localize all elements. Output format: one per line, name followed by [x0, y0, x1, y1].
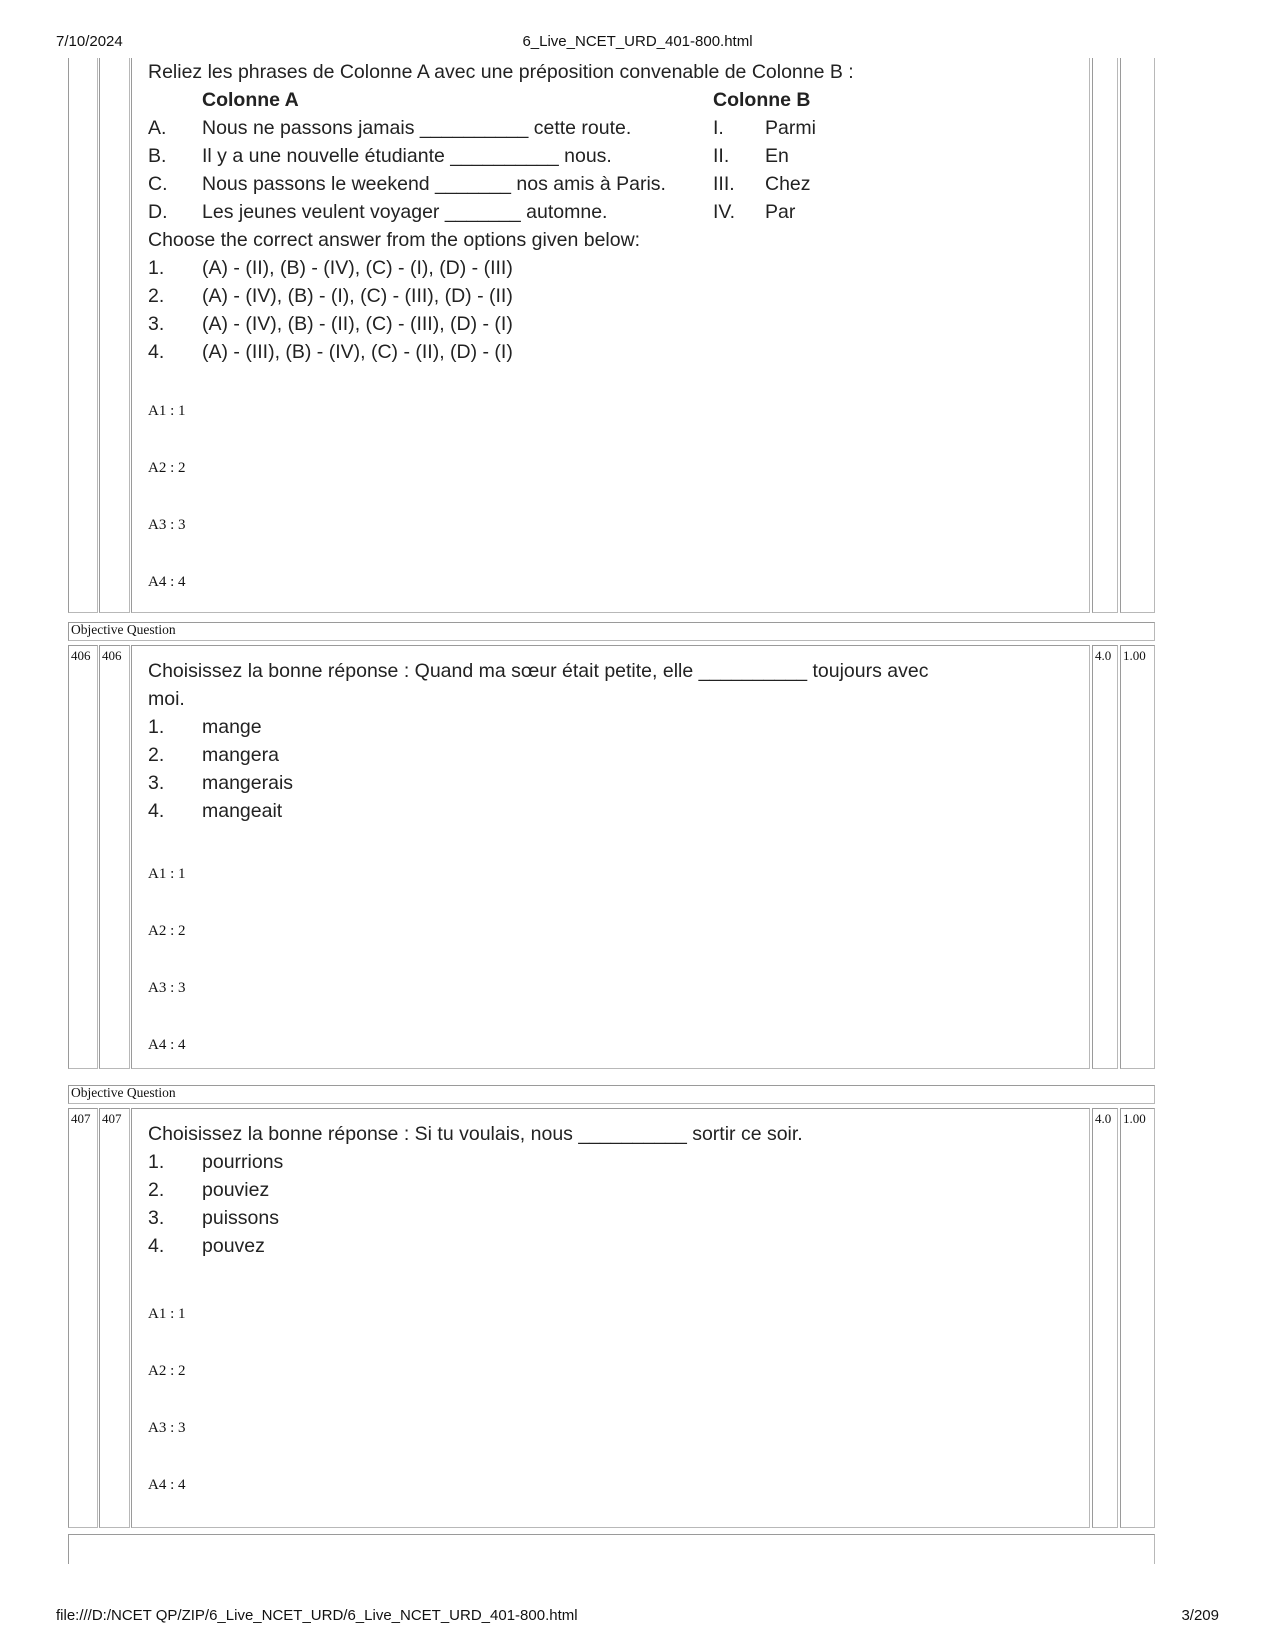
q407-answer: A4 : 4	[148, 1477, 186, 1493]
q406-answer: A3 : 3	[148, 980, 186, 996]
option-text: (A) - (IV), (B) - (I), (C) - (III), (D) - (II)	[202, 285, 513, 307]
q406-type-row	[68, 622, 1155, 641]
row-text: Nous ne passons jamais __________ cette route.	[202, 117, 632, 139]
q405-col-a-title: Colonne A	[202, 89, 299, 111]
q405-prompt: Reliez les phrases de Colonne A avec une préposition convenable de Colonne B :	[148, 61, 854, 83]
q407-sl-cell	[68, 1108, 98, 1528]
q406-prompt: Choisissez la bonne réponse : Quand ma sœur était petite, elle __________ toujours avec	[148, 660, 929, 682]
q406-prompt-cont: moi.	[148, 688, 185, 710]
q405-answer: A3 : 3	[148, 517, 186, 533]
q406-marks: 4.0	[1095, 648, 1112, 663]
q406-answer: A4 : 4	[148, 1037, 186, 1053]
option-text: (A) - (III), (B) - (IV), (C) - (II), (D) - (I)	[202, 341, 513, 363]
col-b-text: En	[765, 145, 789, 167]
option-number: 1.	[148, 716, 165, 738]
option-text: pourrions	[202, 1151, 284, 1173]
col-b-text: Chez	[765, 173, 811, 195]
q406-content-cell	[131, 645, 1090, 1069]
q406-marks-cell	[1092, 645, 1118, 1069]
q406-id: 406	[102, 648, 122, 663]
q406-id-cell	[99, 645, 130, 1069]
option-number: 3.	[148, 772, 165, 794]
q405-sl-cell	[68, 58, 98, 613]
document-title: 6_Live_NCET_URD_401-800.html	[522, 33, 753, 50]
col-b-text: Par	[765, 201, 796, 223]
q405-marks-cell	[1092, 58, 1118, 613]
row-label: A.	[148, 117, 167, 139]
q406-neg-marks: 1.00	[1123, 648, 1146, 663]
option-text: mange	[202, 716, 262, 738]
option-number: 3.	[148, 313, 165, 335]
q407-answer: A2 : 2	[148, 1363, 186, 1379]
q405-col-b-title: Colonne B	[713, 89, 811, 111]
q407-id-cell	[99, 1108, 130, 1528]
print-date: 7/10/2024	[56, 33, 123, 50]
q406-sl-cell	[68, 645, 98, 1069]
row-text: Les jeunes veulent voyager _______ automne.	[202, 201, 608, 223]
q406-answer: A2 : 2	[148, 923, 186, 939]
row-label: C.	[148, 173, 168, 195]
q406-neg-cell	[1120, 645, 1155, 1069]
option-text: mangeait	[202, 800, 283, 822]
row-text: Nous passons le weekend _______ nos amis à Paris.	[202, 173, 666, 195]
option-number: 4.	[148, 1235, 165, 1257]
col-b-text: Parmi	[765, 117, 816, 139]
q405-answer: A1 : 1	[148, 403, 186, 419]
q405-neg-cell	[1120, 58, 1155, 613]
option-text: (A) - (II), (B) - (IV), (C) - (I), (D) - (III)	[202, 257, 513, 279]
q407-answer: A1 : 1	[148, 1306, 186, 1322]
page-number: 3/209	[1181, 1607, 1219, 1624]
option-number: 4.	[148, 341, 165, 363]
option-number: 4.	[148, 800, 165, 822]
option-number: 2.	[148, 1179, 165, 1201]
q406-sl: 406	[71, 648, 91, 663]
q407-neg-cell	[1120, 1108, 1155, 1528]
row-label: B.	[148, 145, 167, 167]
file-url: file:///D:/NCET QP/ZIP/6_Live_NCET_URD/6_Live_NCET_URD_401-800.html	[56, 1607, 578, 1624]
next-block-frame	[68, 1534, 1155, 1564]
q405-id-cell	[99, 58, 130, 613]
q405-answer: A2 : 2	[148, 460, 186, 476]
q407-sl: 407	[71, 1111, 91, 1126]
col-b-label: IV.	[713, 201, 736, 223]
q406-answer: A1 : 1	[148, 866, 186, 882]
q407-id: 407	[102, 1111, 122, 1126]
q407-neg-marks: 1.00	[1123, 1111, 1146, 1126]
q407-marks: 4.0	[1095, 1111, 1112, 1126]
row-text: Il y a une nouvelle étudiante __________ nous.	[202, 145, 612, 167]
option-text: pouvez	[202, 1235, 265, 1257]
q407-type-label: Objective Question	[71, 1085, 176, 1100]
col-b-label: III.	[713, 173, 735, 195]
option-number: 2.	[148, 744, 165, 766]
q406-type-label: Objective Question	[71, 622, 176, 637]
q405-answer: A4 : 4	[148, 574, 186, 590]
q407-type-row	[68, 1085, 1155, 1104]
option-text: (A) - (IV), (B) - (II), (C) - (III), (D) - (I)	[202, 313, 513, 335]
q407-answer: A3 : 3	[148, 1420, 186, 1436]
option-number: 1.	[148, 1151, 165, 1173]
option-text: mangerais	[202, 772, 294, 794]
option-text: pouviez	[202, 1179, 270, 1201]
q405-instruction: Choose the correct answer from the options given below:	[148, 229, 641, 251]
option-number: 2.	[148, 285, 165, 307]
q407-prompt: Choisissez la bonne réponse : Si tu voulais, nous __________ sortir ce soir.	[148, 1123, 803, 1145]
row-label: D.	[148, 201, 168, 223]
option-text: puissons	[202, 1207, 279, 1229]
option-number: 1.	[148, 257, 165, 279]
col-b-label: I.	[713, 117, 724, 139]
q407-marks-cell	[1092, 1108, 1118, 1528]
col-b-label: II.	[713, 145, 730, 167]
option-text: mangera	[202, 744, 279, 766]
option-number: 3.	[148, 1207, 165, 1229]
